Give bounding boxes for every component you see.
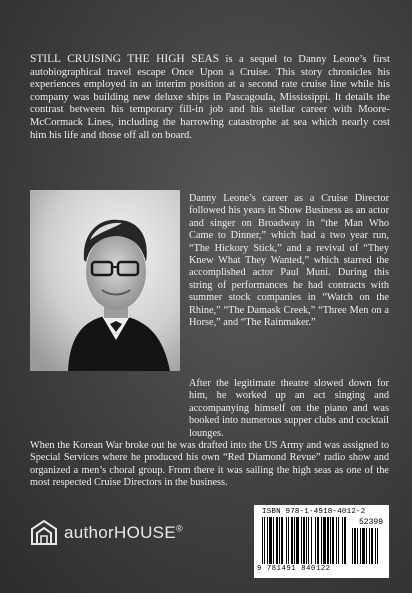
- bio-paragraph-korean-war: When the Korean War broke out he was drafted into the US Army and was assigned to Special Services where he produced his own “Red Diamond Revue” radio show and organized a men’s choral group. From there it was sailing the high seas as one of the most respected Cruise Directors in the business.: [30, 440, 389, 489]
- publisher-name: [64, 523, 183, 543]
- intro-paragraph: [30, 53, 390, 142]
- publisher-logo-icon: [30, 520, 58, 546]
- isbn-number: ISBN 978-1-4918-4012-2: [262, 508, 366, 516]
- ean-barcode-bars: [262, 517, 346, 564]
- addon-barcode-bars: [352, 528, 383, 564]
- author-photo: [30, 190, 180, 371]
- registered-mark: ®: [175, 523, 183, 534]
- price-code: 52399: [358, 518, 383, 527]
- barcode-digits: 9 781491 840122: [257, 565, 331, 573]
- bio-continuation: [30, 378, 389, 490]
- publisher-name-text: authorHOUSE: [64, 523, 176, 542]
- intro-text: is a sequel to Danny Leone’s first autobiographical travel escape Once Upon a Cruise. This story chronicles his experiences employed in an interim position at a second rate cruise line while his company was building new deluxe ships in Pascagoula, Mississippi. It details the contrast between his temporary fill-in job and his stellar career with Moore-McCormack Lines, including the harrowing catastrophe at sea which nearly cost him his life and those off all on board.: [30, 54, 390, 141]
- publisher-logo: [30, 521, 183, 545]
- bio-paragraph-career: Danny Leone’s career as a Cruise Director followed his years in Show Business as an actor and singer on Broadway in “the Man Who Came to Dinner,” which had a two year run, “The Hickory Stick,” and a revival of “They Knew What They Wanted,” which starred the accomplished actor Paul Muni. During this string of performances he had contracts with summer stock companies in “Watch on the Rhine,” “The Damask Creek,” “Three Men on a Horse,” and “The Rainmaker.”: [189, 193, 389, 329]
- isbn-barcode: [254, 505, 389, 578]
- bio-paragraph-after-theatre: After the legitimate theatre slowed down for him, he worked up an act singing and accompanying himself on the piano and was booked into numerous supper clubs and cocktail lounges.: [189, 378, 389, 439]
- book-title: STILL CRUISING THE HIGH SEAS: [30, 53, 220, 65]
